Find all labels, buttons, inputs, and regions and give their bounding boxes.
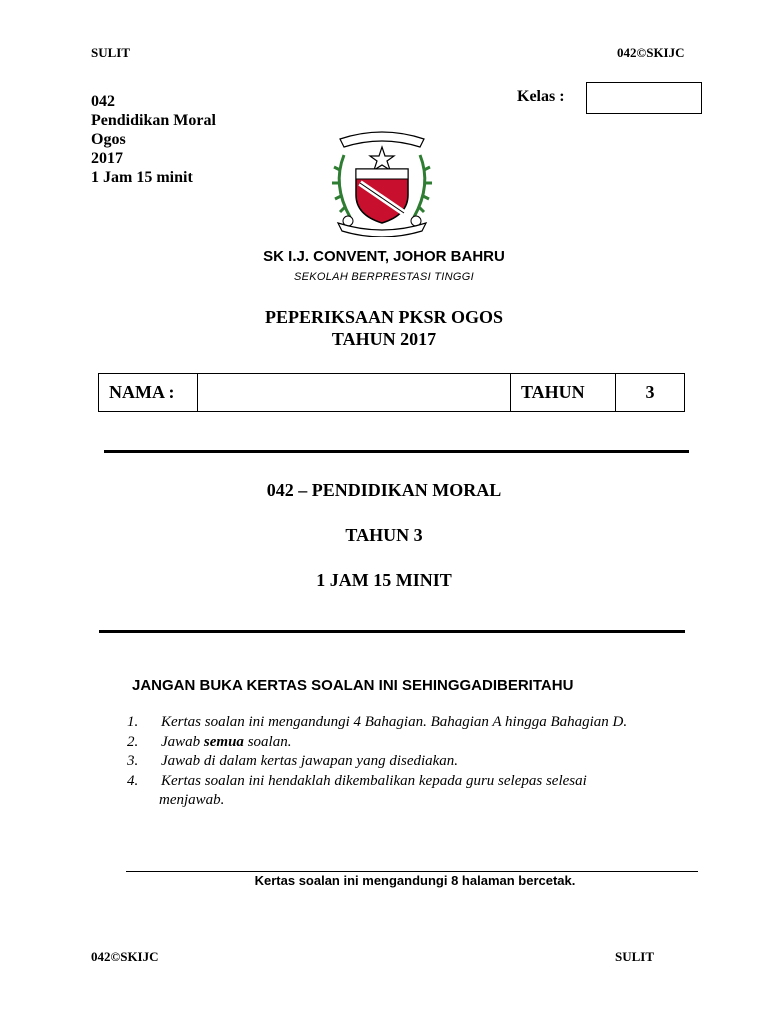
paper-duration: 1 Jam 15 minit	[91, 169, 193, 186]
footer-rule	[126, 871, 698, 872]
warning-text: JANGAN BUKA KERTAS SOALAN INI SEHINGGADIBERITAHU	[132, 677, 574, 694]
exam-title: PEPERIKSAAN PKSR OGOS	[264, 307, 504, 327]
tahun-value: 3	[616, 374, 685, 412]
paper-code: 042	[91, 93, 115, 110]
tahun-label: TAHUN	[511, 374, 616, 412]
footer-left: 042©SKIJC	[91, 949, 159, 964]
paper-month: Ogos	[91, 131, 126, 148]
header-right: 042©SKIJC	[617, 45, 685, 60]
paper-subject: Pendidikan Moral	[91, 112, 216, 129]
instructions-list	[127, 713, 627, 811]
paper-tahun: TAHUN 3	[345, 525, 423, 545]
exam-year: TAHUN 2017	[331, 329, 437, 349]
name-field[interactable]	[198, 374, 511, 412]
school-name: SK I.J. CONVENT, JOHOR BAHRU	[263, 248, 505, 265]
paper-title: 042 – PENDIDIKAN MORAL	[266, 480, 502, 500]
paper-meta	[91, 92, 216, 187]
kelas-field[interactable]	[586, 82, 702, 114]
paper-duration-title: 1 JAM 15 MINIT	[316, 570, 452, 590]
school-crest-icon	[330, 125, 434, 237]
instruction-item: 3. Jawab di dalam kertas jawapan yang disediakan.	[127, 753, 459, 769]
name-label: NAMA :	[99, 374, 198, 412]
instruction-item: 2. Jawab semua soalan.	[127, 733, 292, 750]
instruction-continuation: menjawab.	[159, 792, 225, 808]
bottom-divider	[99, 630, 685, 633]
instruction-item: 4. Kertas soalan ini hendaklah dikembalikan kepada guru selepas selesai	[127, 772, 587, 789]
footer-right: SULIT	[615, 949, 655, 964]
page-count-note: Kertas soalan ini mengandungi 8 halaman bercetak.	[254, 873, 576, 888]
student-info-table	[98, 373, 685, 412]
kelas-label: Kelas :	[517, 88, 565, 105]
header-left: SULIT	[91, 45, 131, 60]
instruction-item: 1. Kertas soalan ini mengandungi 4 Bahagian. Bahagian A hingga Bahagian D.	[127, 714, 628, 730]
school-motto: SEKOLAH BERPRESTASI TINGGI	[294, 271, 474, 283]
paper-year: 2017	[91, 150, 123, 167]
top-divider	[104, 450, 689, 453]
